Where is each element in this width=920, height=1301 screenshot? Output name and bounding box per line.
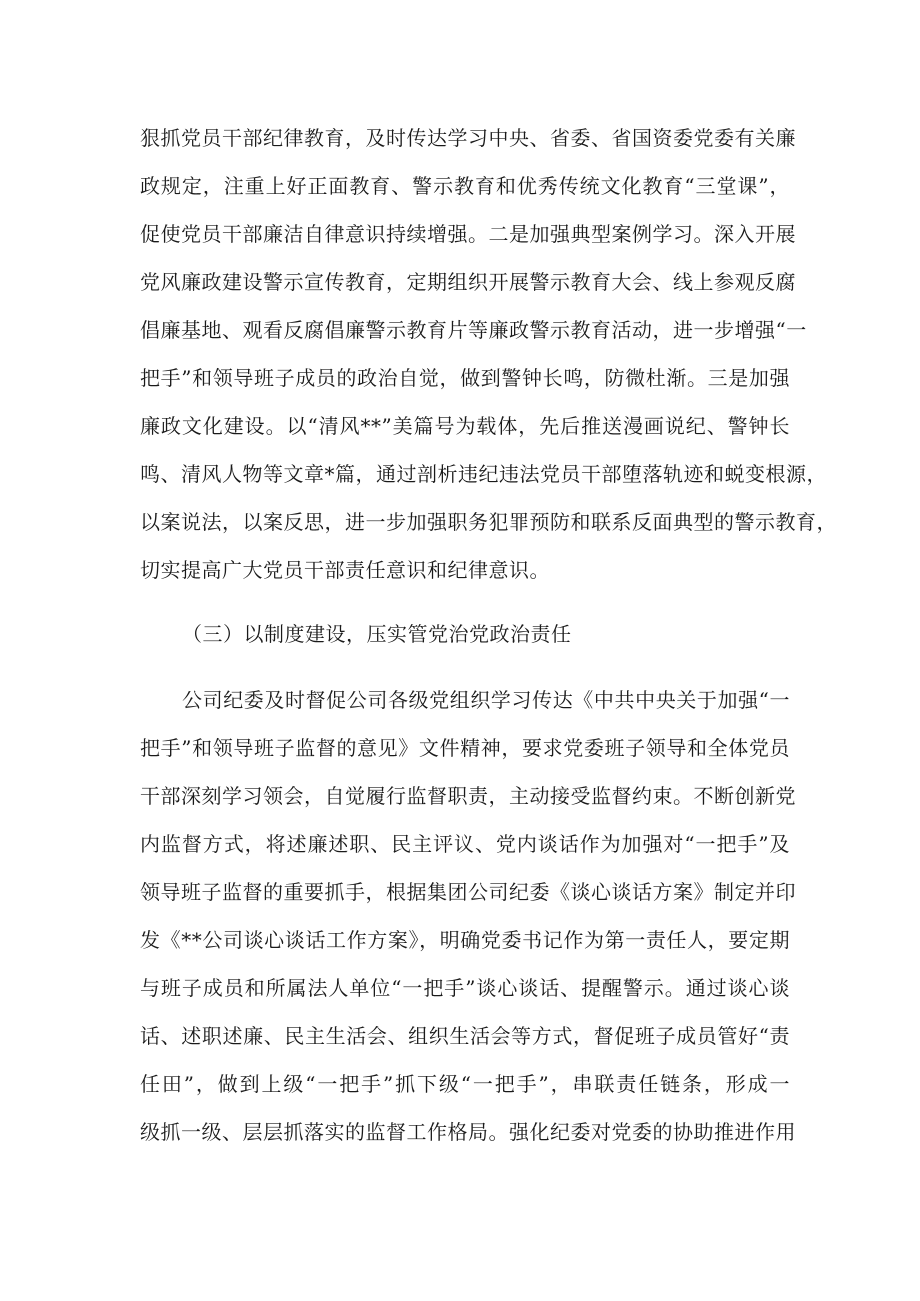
paragraph-line: 把手”和领导班子监督的意见》文件精神，要求党委班子领导和全体党员 — [140, 736, 790, 760]
paragraph-line: 任田”，做到上级“一把手”抓下级“一把手”，串联责任链条，形成一 — [140, 1072, 790, 1096]
paragraph-line: 以案说法，以案反思，进一步加强职务犯罪预防和联系反面典型的警示教育， — [140, 510, 837, 534]
paragraph-line: 领导班子监督的重要抓手，根据集团公司纪委《谈心谈话方案》制定并印 — [140, 880, 796, 904]
paragraph-line: 廉政文化建设。以“清风**”美篇号为载体，先后推送漫画说纪、警钟长 — [140, 414, 790, 438]
paragraph-line: 发《**公司谈心谈话工作方案》，明确党委书记作为第一责任人，要定期 — [140, 928, 790, 952]
paragraph-line: 公司纪委及时督促公司各级党组织学习传达《中共中央关于加强“一 — [182, 688, 790, 712]
paragraph-line: 促使党员干部廉洁自律意识持续增强。二是加强典型案例学习。深入开展 — [140, 222, 796, 246]
paragraph-line: 干部深刻学习领会，自觉履行监督职责，主动接受监督约束。不断创新党 — [140, 784, 796, 808]
paragraph-line: 内监督方式，将述廉述职、民主评议、党内谈话作为加强对“一把手”及 — [140, 832, 790, 856]
paragraph-line: 切实提高广大党员干部责任意识和纪律意识。 — [140, 558, 550, 582]
paragraph-line: 政规定，注重上好正面教育、警示教育和优秀传统文化教育“三堂课”， — [140, 174, 790, 198]
paragraph-line: 狠抓党员干部纪律教育，及时传达学习中央、省委、省国资委党委有关廉 — [140, 126, 796, 150]
paragraph-line: 倡廉基地、观看反腐倡廉警示教育片等廉政警示教育活动，进一步增强“一 — [140, 318, 807, 342]
paragraph-line: 党风廉政建设警示宣传教育，定期组织开展警示教育大会、线上参观反腐 — [140, 270, 796, 294]
section-heading: （三）以制度建设，压实管党治党政治责任 — [182, 622, 572, 646]
paragraph-line: 与班子成员和所属法人单位“一把手”谈心谈话、提醒警示。通过谈心谈 — [140, 976, 790, 1000]
paragraph-line: 话、述职述廉、民主生活会、组织生活会等方式，督促班子成员管好“责 — [140, 1024, 790, 1048]
paragraph-line: 把手”和领导班子成员的政治自觉，做到警钟长鸣，防微杜渐。三是加强 — [140, 366, 790, 390]
paragraph-line: 级抓一级、层层抓落实的监督工作格局。强化纪委对党委的协助推进作用 — [140, 1120, 796, 1144]
paragraph-line: 鸣、清风人物等文章*篇，通过剖析违纪违法党员干部堕落轨迹和蜕变根源， — [140, 462, 827, 486]
